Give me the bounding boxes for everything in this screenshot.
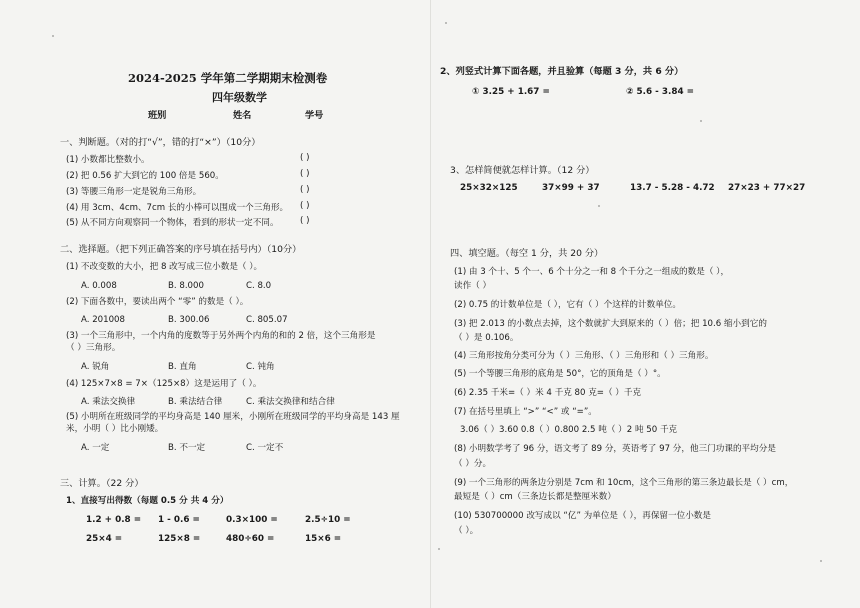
simplify-item: 37×99 + 37 [542, 183, 600, 193]
choice-question-cont: 米，小明（ ）比小刚矮。 [66, 424, 164, 434]
section-3-heading: 三、计算。（22 分） [60, 478, 144, 489]
simplify-item: 27×23 + 77×27 [728, 183, 806, 193]
choice-option: A. 201008 [81, 315, 125, 325]
calc-item: 15×6 = [305, 534, 342, 544]
field-id: 学号 [305, 110, 324, 121]
choice-option: C. 钝角 [246, 362, 275, 372]
choice-question: (3) 一个三角形中，一个内角的度数等于另外两个内角的和的 2 倍，这个三角形是 [66, 331, 376, 341]
fill-line: (3) 把 2.013 的小数点去掉，这个数就扩大到原来的（ ）倍；把 10.6 缩小到它的 [454, 319, 767, 329]
choice-option: A. 一定 [81, 443, 110, 453]
answer-paren: ( ) [300, 201, 310, 211]
fill-line: 3.06（ ）3.60 0.8（ ）0.800 2.5 吨（ ）2 吨 50 千克 [460, 425, 678, 435]
answer-paren: ( ) [300, 216, 310, 226]
choice-option: C. 乘法交换律和结合律 [246, 397, 335, 407]
page-divider [430, 0, 431, 608]
section-4-heading: 四、填空题。（每空 1 分，共 20 分） [450, 248, 604, 259]
vertical-calc-item: ① 3.25 + 1.67 = [472, 87, 550, 97]
simplify-item: 25×32×125 [460, 183, 518, 193]
field-name: 姓名 [233, 110, 252, 121]
fill-line: (4) 三角形按角分类可分为（ ）三角形、（ ）三角形和（ ）三角形。 [454, 351, 714, 361]
judge-item: (4) 用 3cm、4cm、7cm 长的小棒可以围成一个三角形。 [66, 203, 289, 213]
choice-option: B. 乘法结合律 [168, 397, 223, 407]
calc-item: 125×8 = [158, 534, 201, 544]
fill-line: (9) 一个三角形的两条边分别是 7cm 和 10cm，这个三角形的第三条边最长是（ ）cm， [454, 478, 794, 488]
choice-option: A. 乘法交换律 [81, 397, 136, 407]
answer-paren: ( ) [300, 169, 310, 179]
judge-item: (3) 等腰三角形一定是锐角三角形。 [66, 187, 202, 197]
section-1-heading: 一、判断题。（对的打“√”，错的打“×”）（10分） [60, 137, 261, 148]
fill-line: （ ）分。 [454, 459, 492, 469]
choice-option: B. 300.06 [168, 315, 210, 325]
fill-line: (10) 530700000 改写成以 “亿” 为单位是（ ），再保留一位小数是 [454, 511, 711, 521]
scan-speck [52, 35, 54, 37]
exam-subtitle: 四年级数学 [212, 91, 267, 104]
exam-title: 2024-2025 学年第二学期期末检测卷 [128, 71, 328, 85]
calc-item: 1 - 0.6 = [158, 515, 200, 525]
choice-question: (2) 下面各数中，要读出两个 “零” 的数是（ ）。 [66, 297, 249, 307]
judge-item: (2) 把 0.56 扩大到它的 100 倍是 560。 [66, 171, 224, 181]
section-2-heading: 二、选择题。（把下列正确答案的序号填在括号内）（10分） [60, 244, 302, 255]
fill-line: (8) 小明数学考了 96 分，语文考了 89 分，英语考了 97 分，他三门功课的平均分是 [454, 444, 776, 454]
simplify-item: 13.7 - 5.28 - 4.72 [630, 183, 715, 193]
calc-subheading: 1、直接写出得数（每题 0.5 分 共 4 分） [66, 496, 229, 506]
fill-line: 最短是（ ）cm（三条边长都是整厘米数） [454, 492, 616, 502]
calc-item: 480÷60 = [226, 534, 275, 544]
choice-question: (1) 不改变数的大小，把 8 改写成三位小数是（ ）。 [66, 262, 263, 272]
choice-option: C. 805.07 [246, 315, 288, 325]
judge-item: (5) 从不同方向观察同一个物体，看到的形状一定不同。 [66, 218, 279, 228]
choice-question: (5) 小明所在班级同学的平均身高是 140 厘米，小刚所在班级同学的平均身高是 143 厘 [66, 412, 400, 422]
judge-item: (1) 小数都比整数小。 [66, 155, 150, 165]
calc-item: 1.2 + 0.8 = [86, 515, 142, 525]
choice-option: C. 8.0 [246, 281, 272, 291]
vertical-calc-item: ② 5.6 - 3.84 = [626, 87, 695, 97]
simplify-heading: 3、怎样简便就怎样计算。（12 分） [450, 165, 595, 176]
calc-item: 0.3×100 = [226, 515, 278, 525]
choice-option: B. 直角 [168, 362, 197, 372]
calc-item: 25×4 = [86, 534, 123, 544]
fill-line: (1) 由 3 个十、5 个一、6 个十分之一和 8 个千分之一组成的数是（ ）， [454, 267, 730, 277]
fill-line: (2) 0.75 的计数单位是（ ），它有（ ）个这样的计数单位。 [454, 300, 681, 310]
choice-option: A. 0.008 [81, 281, 117, 291]
fill-line: (5) 一个等腰三角形的底角是 50°，它的顶角是（ ）°。 [454, 369, 666, 379]
fill-line: 读作（ ） [454, 281, 492, 291]
scan-speck [445, 22, 447, 24]
scan-speck [700, 120, 702, 122]
choice-option: C. 一定不 [246, 443, 284, 453]
choice-option: A. 锐角 [81, 362, 110, 372]
choice-question: (4) 125×7×8 = 7×（125×8）这是运用了（ ）。 [66, 379, 262, 389]
scan-speck [438, 548, 440, 550]
scan-speck [820, 560, 822, 562]
vertical-calc-heading: 2、列竖式计算下面各题，并且验算（每题 3 分，共 6 分） [440, 66, 684, 77]
answer-paren: ( ) [300, 185, 310, 195]
fill-line: （ ）是 0.106。 [454, 333, 519, 343]
calc-item: 2.5÷10 = [305, 515, 351, 525]
field-class: 班别 [148, 110, 167, 121]
choice-option: B. 不一定 [168, 443, 206, 453]
scan-speck [598, 205, 600, 207]
answer-paren: ( ) [300, 153, 310, 163]
fill-line: （ ）。 [454, 526, 479, 536]
choice-option: B. 8.000 [168, 281, 204, 291]
fill-line: (6) 2.35 千米=（ ）米 4 千克 80 克=（ ）千克 [454, 388, 642, 398]
choice-question-cont: （ ）三角形。 [66, 343, 121, 353]
fill-line: (7) 在括号里填上 “>” “<” 或 “=”。 [454, 407, 597, 417]
